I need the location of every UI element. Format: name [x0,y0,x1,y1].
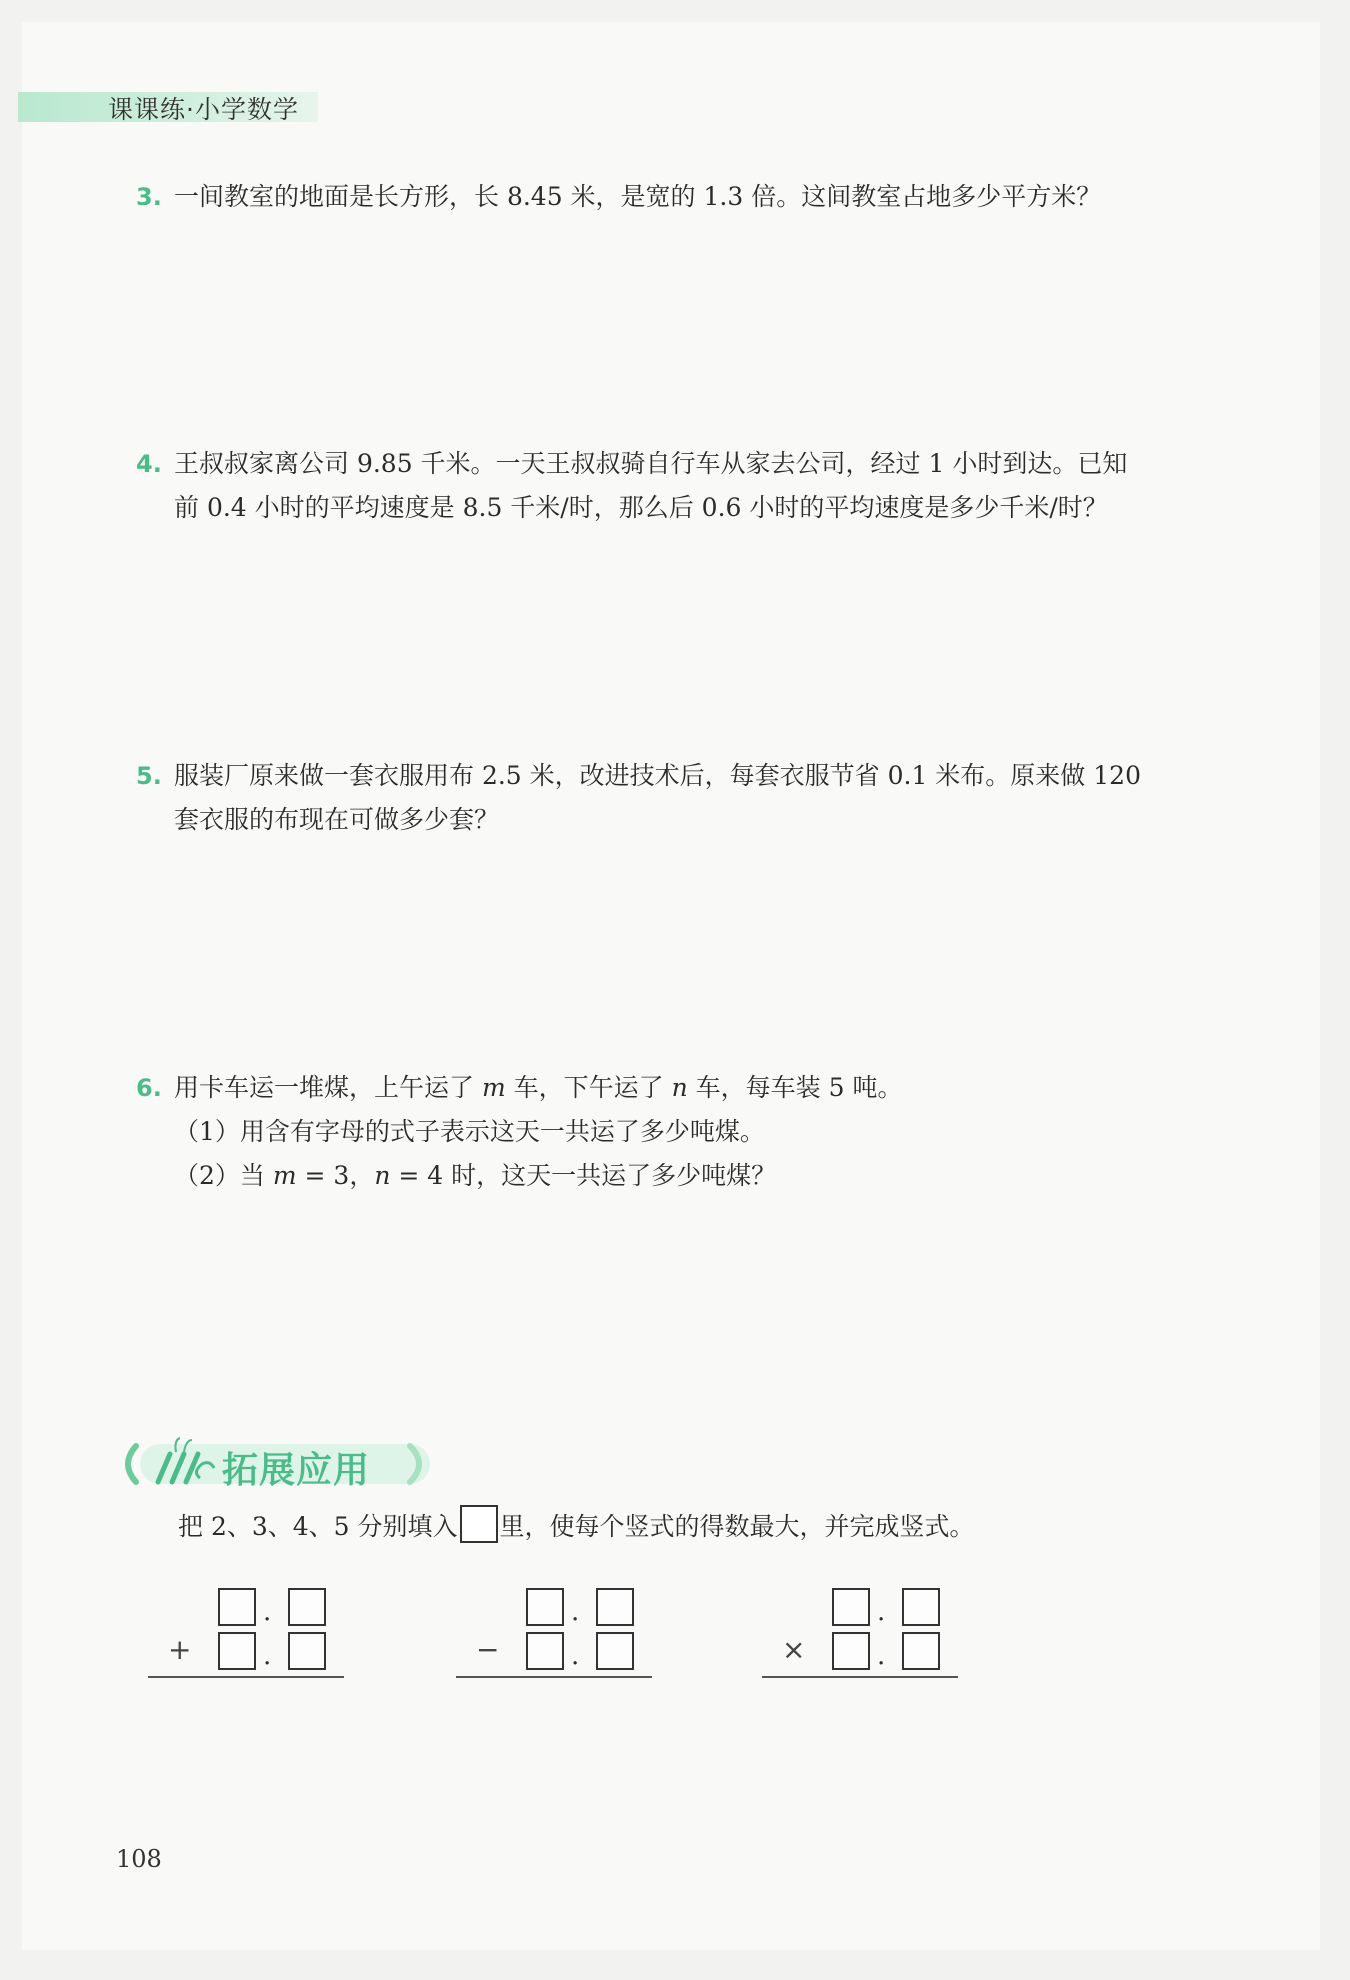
question-6 [136,1066,1216,1198]
question-number: 6. [136,1074,162,1102]
digit-box[interactable] [526,1588,564,1626]
digit-box[interactable] [832,1588,870,1626]
question-4 [136,442,1216,530]
digit-box[interactable] [902,1632,940,1670]
sub-question-1: （1）用含有字母的式子表示这天一共运了多少吨煤。 [174,1117,765,1146]
question-number: 5. [136,762,162,790]
extension-instruction: 把 2、3、4、5 分别填入 里，使每个竖式的得数最大，并完成竖式。 [178,1505,975,1549]
section-title: 拓展应用 [222,1450,371,1491]
digit-box[interactable] [832,1632,870,1670]
question-5 [136,754,1216,842]
digit-box[interactable] [218,1588,256,1626]
section-heading [118,1432,438,1496]
answer-box[interactable] [460,1505,498,1543]
vertical-calc-subtraction: . − . [456,1582,656,1678]
page-number: 108 [116,1845,162,1873]
header-title: 课课练·小学数学 [108,95,299,124]
sub-question-2: （2）当 m = 3，n = 4 时，这天一共运了多少吨煤？ [174,1161,777,1190]
digit-box[interactable] [596,1632,634,1670]
vertical-calc-addition: . + . [148,1582,348,1678]
question-text: 前 0.4 小时的平均速度是 8.5 千米/时，那么后 0.6 小时的平均速度是多少千米/时？ [174,493,1108,522]
question-text: 套衣服的布现在可做多少套？ [174,805,500,834]
calc-rule [148,1676,344,1678]
variable-n: n [671,1073,688,1102]
times-sign: × [782,1633,806,1666]
variable-m: m [481,1073,506,1102]
question-text: 一间教室的地面是长方形，长 8.45 米，是宽的 1.3 倍。这间教室占地多少平方米？ [174,182,1102,211]
digit-box[interactable] [218,1632,256,1670]
vertical-calc-multiplication: . × . [762,1582,962,1678]
digit-box[interactable] [288,1588,326,1626]
variable-n: n [374,1161,391,1190]
calc-rule [456,1676,652,1678]
question-number: 3. [136,183,162,211]
digit-box[interactable] [902,1588,940,1626]
question-text: 用卡车运一堆煤，上午运了 m 车，下午运了 n 车，每车装 5 吨。 [174,1073,903,1102]
plus-sign: + [168,1633,192,1666]
digit-box[interactable] [526,1632,564,1670]
digit-box[interactable] [596,1588,634,1626]
minus-sign: − [476,1633,500,1666]
question-text: 服装厂原来做一套衣服用布 2.5 米，改进技术后，每套衣服节省 0.1 米布。原来做 120 [174,761,1141,790]
question-text: 王叔叔家离公司 9.85 千米。一天王叔叔骑自行车从家去公司，经过 1 小时到达。已知 [174,449,1128,478]
variable-m: m [272,1161,297,1190]
question-3 [136,175,1216,219]
question-number: 4. [136,450,162,478]
digit-box[interactable] [288,1632,326,1670]
calc-rule [762,1676,958,1678]
